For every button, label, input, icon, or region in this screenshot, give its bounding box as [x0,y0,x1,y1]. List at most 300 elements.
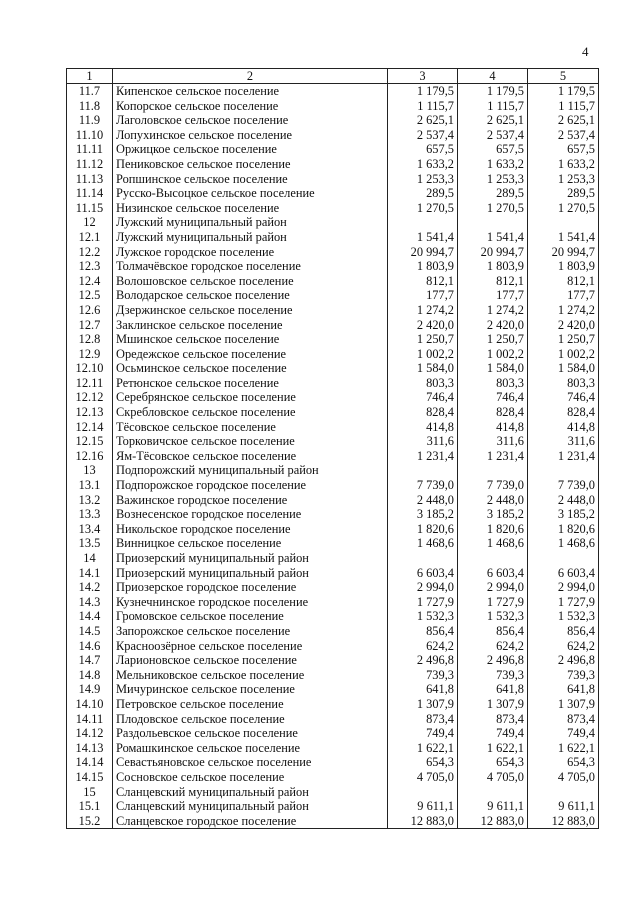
value-col-4: 1 622,1 [458,741,528,756]
municipality-name: Скребловское сельское поселение [113,405,388,420]
table-row [67,99,599,114]
value-col-3: 1 307,9 [388,697,458,712]
value-col-5: 414,8 [528,420,599,435]
municipality-name: Приозерское городское поселение [113,580,388,595]
value-col-4: 6 603,4 [458,566,528,581]
row-number: 12.6 [67,303,113,318]
value-col-4: 1 115,7 [458,99,528,114]
value-col-5: 657,5 [528,142,599,157]
value-col-5: 873,4 [528,712,599,727]
column-header: 1 [67,69,113,84]
municipality-name: Сосновское сельское поселение [113,770,388,785]
value-col-5: 289,5 [528,186,599,201]
budget-table [66,68,599,829]
municipality-name: Оржицкое сельское поселение [113,142,388,157]
value-col-5: 311,6 [528,434,599,449]
row-number: 12.1 [67,230,113,245]
value-col-4: 1 541,4 [458,230,528,245]
table-row [67,259,599,274]
table-row [67,551,599,566]
value-col-5: 641,8 [528,682,599,697]
value-col-4: 749,4 [458,726,528,741]
table-row [67,639,599,654]
value-col-4: 1 532,3 [458,609,528,624]
value-col-4: 2 537,4 [458,128,528,143]
municipality-name: Запорожское сельское поселение [113,624,388,639]
value-col-4: 2 420,0 [458,318,528,333]
municipality-name: Володарское сельское поселение [113,288,388,303]
value-col-5: 177,7 [528,288,599,303]
municipality-name: Сланцевский муниципальный район [113,785,388,800]
municipality-name: Севастьяновское сельское поселение [113,755,388,770]
table-row [67,449,599,464]
row-number: 11.7 [67,84,113,99]
value-col-4: 739,3 [458,668,528,683]
value-col-5: 1 820,6 [528,522,599,537]
value-col-3: 6 603,4 [388,566,458,581]
value-col-5: 2 496,8 [528,653,599,668]
municipality-name: Ларионовское сельское поселение [113,653,388,668]
value-col-5: 7 739,0 [528,478,599,493]
value-col-3: 654,3 [388,755,458,770]
value-col-3: 7 739,0 [388,478,458,493]
table-row [67,712,599,727]
value-col-3: 641,8 [388,682,458,697]
value-col-3 [388,785,458,800]
row-number: 14.5 [67,624,113,639]
value-col-3: 2 420,0 [388,318,458,333]
value-col-3: 177,7 [388,288,458,303]
row-number: 15.2 [67,814,113,829]
table-row [67,682,599,697]
municipality-name: Лужское городское поселение [113,245,388,260]
value-col-3: 2 625,1 [388,113,458,128]
table-row [67,201,599,216]
value-col-3: 624,2 [388,639,458,654]
value-col-5: 1 584,0 [528,361,599,376]
value-col-4: 828,4 [458,405,528,420]
value-col-4: 746,4 [458,390,528,405]
value-col-4: 12 883,0 [458,814,528,829]
value-col-4: 1 633,2 [458,157,528,172]
municipality-name: Русско-Высоцкое сельское поселение [113,186,388,201]
value-col-3: 4 705,0 [388,770,458,785]
row-number: 12.11 [67,376,113,391]
row-number: 13 [67,463,113,478]
table-row [67,814,599,829]
municipality-name: Приозерский муниципальный район [113,551,388,566]
row-number: 14.7 [67,653,113,668]
value-col-5: 1 307,9 [528,697,599,712]
value-col-4: 657,5 [458,142,528,157]
row-number: 12.4 [67,274,113,289]
value-col-4: 1 468,6 [458,536,528,551]
value-col-5: 812,1 [528,274,599,289]
table-row [67,215,599,230]
value-col-3: 657,5 [388,142,458,157]
municipality-name: Раздольевское сельское поселение [113,726,388,741]
value-col-4: 1 179,5 [458,84,528,99]
row-number: 14 [67,551,113,566]
value-col-3: 1 115,7 [388,99,458,114]
value-col-4: 1 253,3 [458,172,528,187]
page-number: 4 [582,44,589,59]
table-row [67,755,599,770]
municipality-name: Петровское сельское поселение [113,697,388,712]
municipality-name: Лаголовское сельское поселение [113,113,388,128]
municipality-name: Кипенское сельское поселение [113,84,388,99]
value-col-5: 1 179,5 [528,84,599,99]
municipality-name: Красноозёрное сельское поселение [113,639,388,654]
row-number: 14.3 [67,595,113,610]
value-col-4: 1 584,0 [458,361,528,376]
row-number: 12.9 [67,347,113,362]
value-col-4: 654,3 [458,755,528,770]
row-number: 12.15 [67,434,113,449]
value-col-5: 1 250,7 [528,332,599,347]
table-row [67,303,599,318]
row-number: 14.6 [67,639,113,654]
value-col-5: 9 611,1 [528,799,599,814]
value-col-4: 1 307,9 [458,697,528,712]
row-number: 11.12 [67,157,113,172]
table-row [67,463,599,478]
municipality-name: Вознесенское городское поселение [113,507,388,522]
row-number: 11.13 [67,172,113,187]
value-col-5: 739,3 [528,668,599,683]
value-col-4: 1 270,5 [458,201,528,216]
municipality-name: Никольское городское поселение [113,522,388,537]
municipality-name: Громовское сельское поселение [113,609,388,624]
value-col-4: 2 625,1 [458,113,528,128]
column-header: 4 [458,69,528,84]
row-number: 14.9 [67,682,113,697]
row-number: 12.13 [67,405,113,420]
value-col-4: 2 496,8 [458,653,528,668]
municipality-name: Серебрянское сельское поселение [113,390,388,405]
table-row [67,434,599,449]
column-header: 5 [528,69,599,84]
value-col-4 [458,785,528,800]
value-col-5 [528,463,599,478]
value-col-4: 7 739,0 [458,478,528,493]
municipality-name: Заклинское сельское поселение [113,318,388,333]
row-number: 12.7 [67,318,113,333]
value-col-3: 1 179,5 [388,84,458,99]
row-number: 13.2 [67,493,113,508]
value-col-3: 3 185,2 [388,507,458,522]
table-row [67,288,599,303]
value-col-3: 1 250,7 [388,332,458,347]
municipality-name: Лужский муниципальный район [113,215,388,230]
table-row [67,361,599,376]
value-col-3: 1 820,6 [388,522,458,537]
value-col-5: 803,3 [528,376,599,391]
value-col-4: 177,7 [458,288,528,303]
column-header: 2 [113,69,388,84]
row-number: 14.1 [67,566,113,581]
municipality-name: Толмачёвское городское поселение [113,259,388,274]
municipality-name: Приозерский муниципальный район [113,566,388,581]
municipality-name: Дзержинское сельское поселение [113,303,388,318]
municipality-name: Кузнечнинское городское поселение [113,595,388,610]
table-row [67,493,599,508]
table-row [67,186,599,201]
value-col-5: 12 883,0 [528,814,599,829]
row-number: 12.10 [67,361,113,376]
value-col-3: 1 231,4 [388,449,458,464]
value-col-3: 20 994,7 [388,245,458,260]
value-col-4: 873,4 [458,712,528,727]
table-row [67,113,599,128]
value-col-5 [528,215,599,230]
value-col-3: 2 537,4 [388,128,458,143]
row-number: 11.10 [67,128,113,143]
municipality-name: Мельниковское сельское поселение [113,668,388,683]
row-number: 14.2 [67,580,113,595]
value-col-3: 1 253,3 [388,172,458,187]
row-number: 11.8 [67,99,113,114]
table-row [67,536,599,551]
value-col-3: 1 468,6 [388,536,458,551]
value-col-3: 873,4 [388,712,458,727]
table-row [67,609,599,624]
table-row [67,142,599,157]
value-col-3 [388,551,458,566]
table-row [67,697,599,712]
value-col-4: 812,1 [458,274,528,289]
value-col-4: 1 231,4 [458,449,528,464]
value-col-4: 1 274,2 [458,303,528,318]
value-col-4: 289,5 [458,186,528,201]
value-col-3: 812,1 [388,274,458,289]
value-col-3: 739,3 [388,668,458,683]
table-row [67,507,599,522]
value-col-3: 746,4 [388,390,458,405]
municipality-name: Оредежское сельское поселение [113,347,388,362]
value-col-5: 1 270,5 [528,201,599,216]
table-body [67,69,599,829]
value-col-5: 1 253,3 [528,172,599,187]
value-col-3: 828,4 [388,405,458,420]
table-row [67,390,599,405]
value-col-5: 828,4 [528,405,599,420]
table-row [67,668,599,683]
table-row [67,230,599,245]
row-number: 14.8 [67,668,113,683]
row-number: 12.3 [67,259,113,274]
municipality-name: Низинское сельское поселение [113,201,388,216]
row-number: 12.8 [67,332,113,347]
table-row [67,595,599,610]
value-col-4: 2 994,0 [458,580,528,595]
value-col-3: 289,5 [388,186,458,201]
value-col-3: 2 496,8 [388,653,458,668]
value-col-5: 1 541,4 [528,230,599,245]
row-number: 13.5 [67,536,113,551]
value-col-4 [458,215,528,230]
row-number: 12.5 [67,288,113,303]
row-number: 14.13 [67,741,113,756]
table-row [67,522,599,537]
value-col-4: 20 994,7 [458,245,528,260]
municipality-name: Волошовское сельское поселение [113,274,388,289]
table-row [67,172,599,187]
value-col-4 [458,463,528,478]
row-number: 14.12 [67,726,113,741]
value-col-4: 1 803,9 [458,259,528,274]
value-col-3 [388,215,458,230]
municipality-name: Копорское сельское поселение [113,99,388,114]
value-col-3: 311,6 [388,434,458,449]
value-col-3: 2 994,0 [388,580,458,595]
value-col-5: 20 994,7 [528,245,599,260]
row-number: 15 [67,785,113,800]
value-col-4: 9 611,1 [458,799,528,814]
value-col-5: 654,3 [528,755,599,770]
row-number: 12.12 [67,390,113,405]
row-number: 14.11 [67,712,113,727]
value-col-5: 1 622,1 [528,741,599,756]
value-col-5: 2 448,0 [528,493,599,508]
value-col-4: 4 705,0 [458,770,528,785]
table-header-row [67,69,599,84]
value-col-4: 1 250,7 [458,332,528,347]
row-number: 14.10 [67,697,113,712]
value-col-4: 1 002,2 [458,347,528,362]
value-col-5: 624,2 [528,639,599,654]
value-col-5: 2 994,0 [528,580,599,595]
table-row [67,376,599,391]
value-col-4: 856,4 [458,624,528,639]
municipality-name: Винницкое сельское поселение [113,536,388,551]
table-row [67,157,599,172]
value-col-4: 311,6 [458,434,528,449]
value-col-5: 856,4 [528,624,599,639]
value-col-3: 1 541,4 [388,230,458,245]
table-row [67,785,599,800]
municipality-name: Торковичское сельское поселение [113,434,388,449]
row-number: 12.14 [67,420,113,435]
value-col-5: 1 468,6 [528,536,599,551]
value-col-5: 3 185,2 [528,507,599,522]
municipality-name: Лужский муниципальный район [113,230,388,245]
municipality-name: Ям-Тёсовское сельское поселение [113,449,388,464]
value-col-4: 414,8 [458,420,528,435]
municipality-name: Мшинское сельское поселение [113,332,388,347]
value-col-3: 1 002,2 [388,347,458,362]
value-col-5: 2 537,4 [528,128,599,143]
table-row [67,741,599,756]
value-col-4: 641,8 [458,682,528,697]
value-col-3: 12 883,0 [388,814,458,829]
value-col-3: 1 584,0 [388,361,458,376]
value-col-5: 1 231,4 [528,449,599,464]
row-number: 13.3 [67,507,113,522]
table-row [67,420,599,435]
value-col-3: 1 633,2 [388,157,458,172]
row-number: 11.15 [67,201,113,216]
value-col-3: 1 727,9 [388,595,458,610]
row-number: 14.4 [67,609,113,624]
value-col-4: 1 820,6 [458,522,528,537]
table-row [67,245,599,260]
row-number: 14.14 [67,755,113,770]
table-row [67,799,599,814]
value-col-4: 803,3 [458,376,528,391]
municipality-name: Мичуринское сельское поселение [113,682,388,697]
table-row [67,274,599,289]
table-row [67,770,599,785]
value-col-3: 856,4 [388,624,458,639]
row-number: 12.16 [67,449,113,464]
row-number: 11.14 [67,186,113,201]
value-col-4: 1 727,9 [458,595,528,610]
value-col-5: 1 727,9 [528,595,599,610]
row-number: 11.9 [67,113,113,128]
municipality-name: Плодовское сельское поселение [113,712,388,727]
table-row [67,580,599,595]
value-col-3: 1 803,9 [388,259,458,274]
value-col-5: 2 625,1 [528,113,599,128]
row-number: 12.2 [67,245,113,260]
value-col-3: 1 622,1 [388,741,458,756]
value-col-3: 1 532,3 [388,609,458,624]
value-col-3: 2 448,0 [388,493,458,508]
value-col-5: 1 633,2 [528,157,599,172]
table-row [67,566,599,581]
value-col-4 [458,551,528,566]
table-row [67,624,599,639]
table-row [67,478,599,493]
value-col-5 [528,785,599,800]
value-col-5: 1 274,2 [528,303,599,318]
municipality-name: Ретюнское сельское поселение [113,376,388,391]
value-col-5: 1 002,2 [528,347,599,362]
municipality-name: Сланцевское городское поселение [113,814,388,829]
value-col-3: 1 270,5 [388,201,458,216]
municipality-name: Осьминское сельское поселение [113,361,388,376]
value-col-3: 414,8 [388,420,458,435]
table-row [67,653,599,668]
value-col-5: 746,4 [528,390,599,405]
value-col-3: 1 274,2 [388,303,458,318]
municipality-name: Пениковское сельское поселение [113,157,388,172]
table-row [67,84,599,99]
column-header: 3 [388,69,458,84]
row-number: 11.11 [67,142,113,157]
table-row [67,318,599,333]
municipality-name: Важинское городское поселение [113,493,388,508]
value-col-4: 3 185,2 [458,507,528,522]
municipality-name: Тёсовское сельское поселение [113,420,388,435]
value-col-5: 1 115,7 [528,99,599,114]
row-number: 15.1 [67,799,113,814]
table-row [67,347,599,362]
row-number: 13.1 [67,478,113,493]
value-col-5: 1 803,9 [528,259,599,274]
table-row [67,405,599,420]
value-col-5: 2 420,0 [528,318,599,333]
value-col-5: 749,4 [528,726,599,741]
municipality-name: Подпорожское городское поселение [113,478,388,493]
value-col-3: 803,3 [388,376,458,391]
municipality-name: Ропшинское сельское поселение [113,172,388,187]
value-col-5: 4 705,0 [528,770,599,785]
municipality-name: Подпорожский муниципальный район [113,463,388,478]
value-col-3: 9 611,1 [388,799,458,814]
value-col-3: 749,4 [388,726,458,741]
